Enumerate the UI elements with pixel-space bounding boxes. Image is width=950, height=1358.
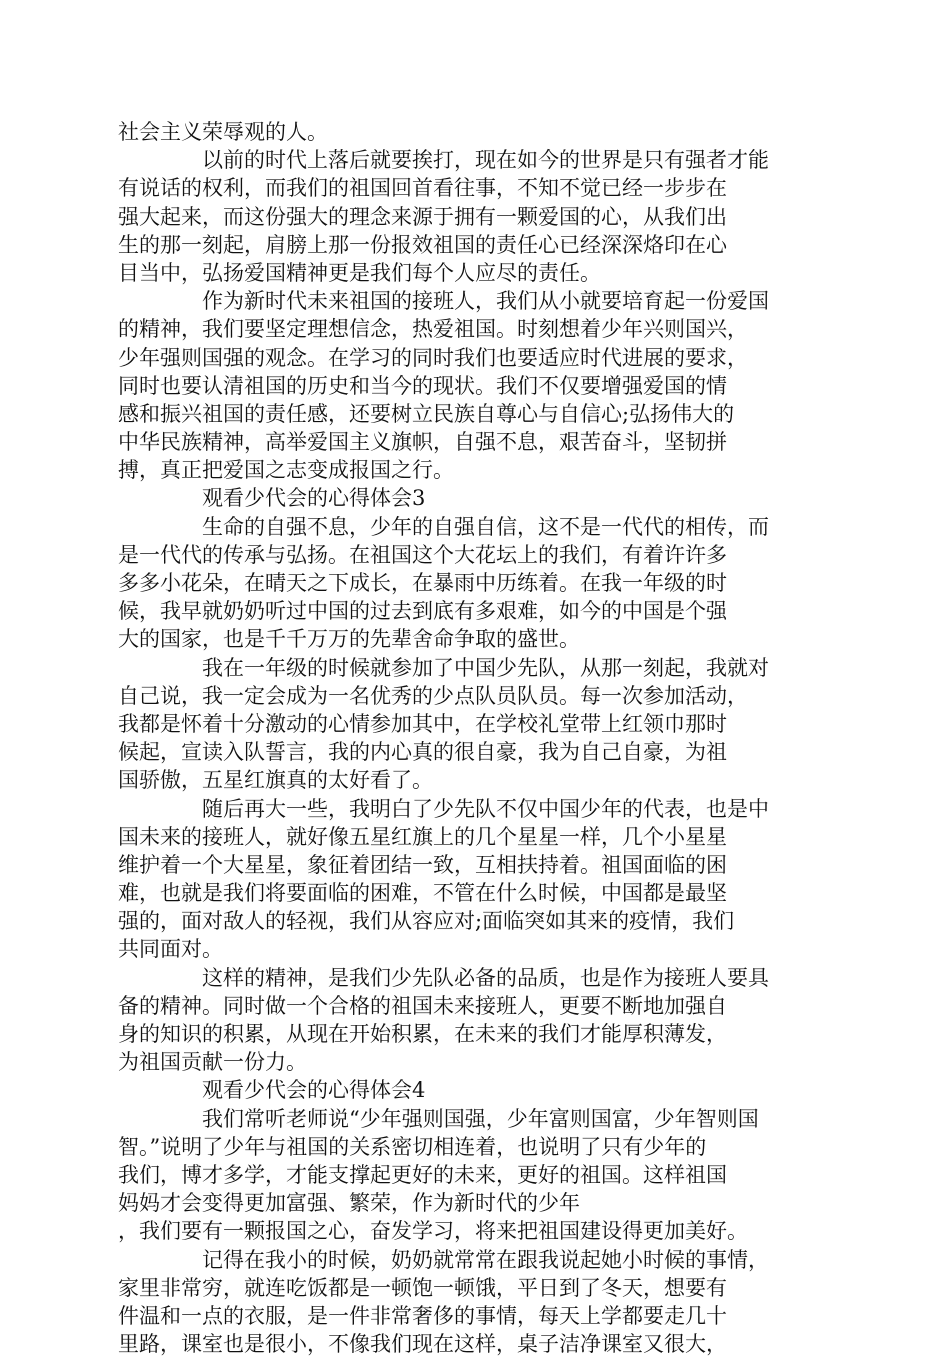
- text-line: 国未来的接班人，就好像五星红旗上的几个星星一样，几个小星星: [118, 824, 727, 849]
- text-line: 的精神，我们要坚定理想信念，热爱祖国。时刻想着少年兴则国兴，: [118, 317, 748, 342]
- text-line: 记得在我小的时候，奶奶就常常在跟我说起她小时候的事情，: [202, 1247, 769, 1272]
- text-line: 大的国家，也是千千万万的先辈舍命争取的盛世。: [118, 627, 580, 652]
- text-line: 社会主义荣辱观的人。: [118, 120, 328, 144]
- text-line: ，我们要有一颗报国之心，奋发学习，将来把祖国建设得更加美好。: [118, 1219, 748, 1244]
- document-body: [118, 118, 838, 1358]
- text-line: 件温和一点的衣服，是一件非常奢侈的事情，每天上学都要走几十: [118, 1303, 727, 1328]
- text-line: 这样的精神，是我们少先队必备的品质，也是作为接班人要具: [202, 965, 769, 990]
- text-line: 生命的自强不息，少年的自强自信，这不是一代代的相传，而: [202, 514, 769, 539]
- text-line: 多多小花朵，在晴天之下成长，在暴雨中历练着。在我一年级的时: [118, 571, 727, 595]
- text-line: 妈妈才会变得更加富强、繁荣，作为新时代的少年: [118, 1191, 580, 1216]
- text-line: 身的知识的积累，从现在开始积累，在未来的我们才能厚积薄发，: [118, 1022, 727, 1046]
- text-line: 难，也就是我们将要面临的困难，不管在什么时候，中国都是最坚: [118, 881, 727, 906]
- text-line: 里路，课室也是很小，不像我们现在这样，桌子洁净课室又很大，: [118, 1332, 727, 1357]
- text-line: 备的精神。同时做一个合格的祖国未来接班人，更要不断地加强自: [118, 993, 727, 1018]
- text-line: 我们常听老师说“少年强则国强，少年富则国富，少年智则国: [202, 1106, 759, 1131]
- text-line: 以前的时代上落后就要挨打，现在如今的世界是只有强者才能: [202, 148, 769, 173]
- text-line: 候起，宣读入队誓言，我的内心真的很自豪，我为自己自豪，为祖: [118, 740, 727, 765]
- text-line: 感和振兴祖国的责任感，还要树立民族自尊心与自信心;弘扬伟大的: [118, 401, 735, 426]
- section-heading: 观看少代会的心得体会4: [202, 1078, 426, 1103]
- text-line: 维护着一个大星星，象征着团结一致，互相扶持着。祖国面临的困: [118, 852, 727, 877]
- text-line: 目当中，弘扬爱国精神更是我们每个人应尽的责任。: [118, 260, 601, 285]
- text-line: 作为新时代未来祖国的接班人，我们从小就要培育起一份爱国: [202, 289, 769, 314]
- text-line: 家里非常穷，就连吃饭都是一顿饱一顿饿，平日到了冬天，想要有: [118, 1275, 727, 1300]
- text-line: 我们，博才多学，才能支撑起更好的未来，更好的祖国。这样祖国: [118, 1162, 727, 1187]
- text-line: 智。”说明了少年与祖国的关系密切相连着，也说明了只有少年的: [118, 1134, 707, 1159]
- text-line: 候，我早就奶奶听过中国的过去到底有多艰难，如今的中国是个强: [118, 599, 727, 624]
- text-line: 同时也要认清祖国的历史和当今的现状。我们不仅要增强爱国的情: [118, 373, 727, 398]
- text-line: 少年强则国强的观念。在学习的同时我们也要适应时代进展的要求，: [118, 345, 748, 370]
- text-line: 强的，面对敌人的轻视，我们从容应对;面临突如其来的疫情，我们: [118, 909, 735, 934]
- text-line: 搏，真正把爱国之志变成报国之行。: [118, 458, 454, 483]
- text-line: 随后再大一些，我明白了少先队不仅中国少年的代表，也是中: [202, 796, 769, 821]
- text-line: 有说话的权利，而我们的祖国回首看往事，不知不觉已经一步步在: [118, 176, 727, 201]
- text-line: 是一代代的传承与弘扬。在祖国这个大花坛上的我们，有着许许多: [118, 542, 727, 567]
- text-line: 国骄傲，五星红旗真的太好看了。: [118, 768, 433, 793]
- text-line: 生的那一刻起，肩膀上那一份报效祖国的责任心已经深深烙印在心: [118, 232, 727, 257]
- text-line: 我都是怀着十分激动的心情参加其中，在学校礼堂带上红领巾那时: [118, 711, 727, 736]
- text-line: 共同面对。: [118, 937, 223, 962]
- section-heading: 观看少代会的心得体会3: [202, 486, 426, 511]
- text-line: 中华民族精神，高举爱国主义旗帜，自强不息，艰苦奋斗，坚韧拼: [118, 430, 727, 455]
- text-line: 我在一年级的时候就参加了中国少先队，从那一刻起，我就对: [202, 655, 769, 680]
- text-line: 为祖国贡献一份力。: [118, 1050, 307, 1075]
- text-line: 强大起来，而这份强大的理念来源于拥有一颗爱国的心，从我们出: [118, 204, 727, 229]
- text-line: 自己说，我一定会成为一名优秀的少点队员队员。每一次参加活动，: [118, 683, 748, 708]
